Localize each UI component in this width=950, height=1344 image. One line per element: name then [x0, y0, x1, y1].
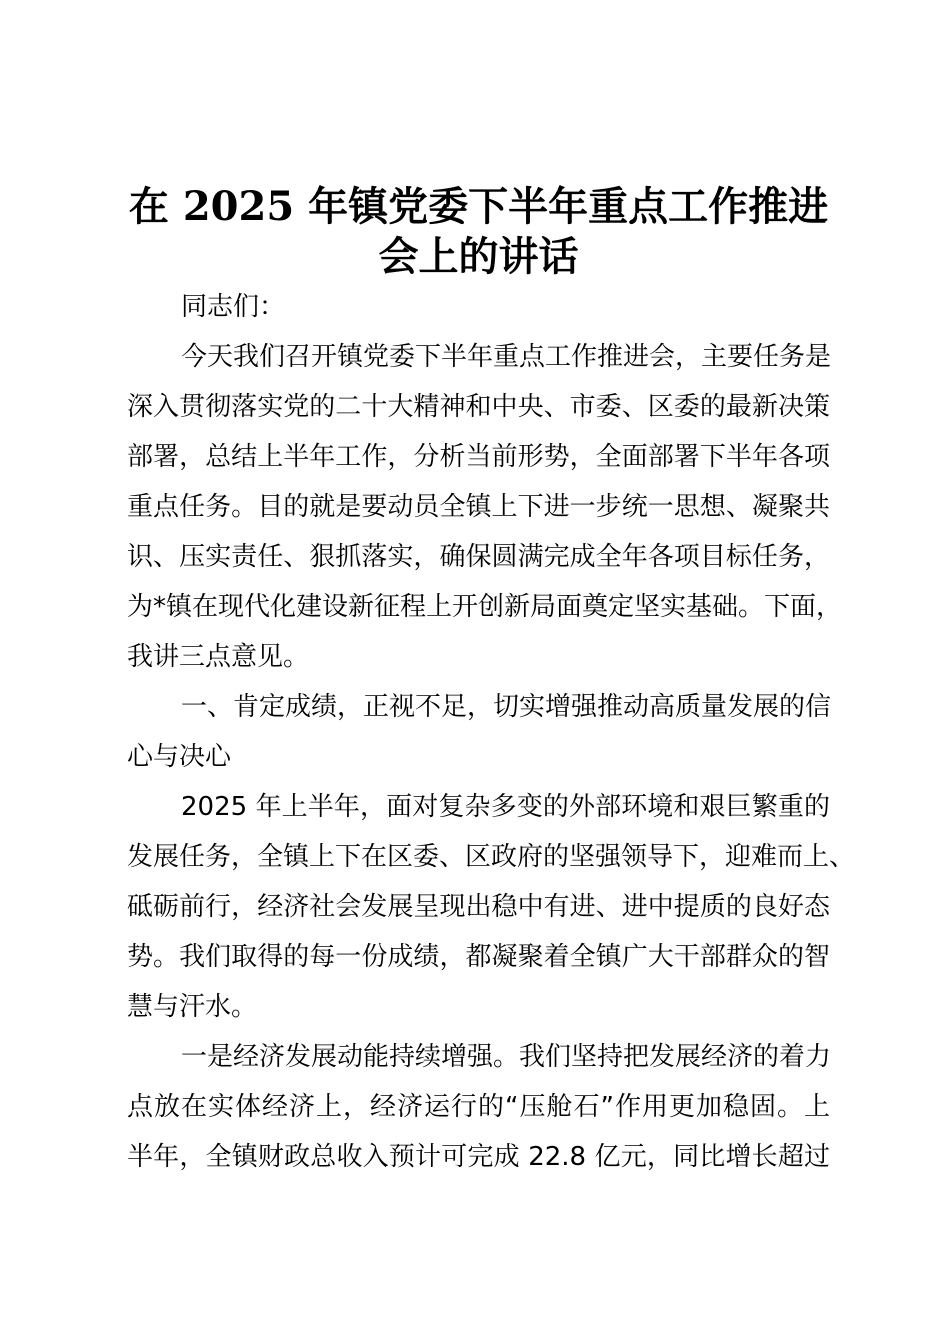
salutation: 同志们：	[181, 292, 286, 322]
text-line: 一、肯定成绩，正视不足，切实增强推动高质量发展的信	[181, 692, 832, 722]
text-line: 部署，总结上半年工作，分析当前形势，全面部署下半年各项	[127, 442, 830, 472]
text-line: 2025 年上半年，面对复杂多变的外部环境和艰巨繁重的	[181, 792, 830, 822]
document-title	[117, 182, 840, 282]
document-page	[127, 182, 856, 1182]
text-line: 慧与汗水。	[127, 992, 258, 1022]
text-line: 势。我们取得的每一份成绩，都凝聚着全镇广大干部群众的智	[127, 942, 830, 972]
text-line: 一是经济发展动能持续增强。我们坚持把发展经济的着力	[181, 1042, 832, 1072]
text-line: 识、压实责任、狠抓落实，确保圆满完成全年各项目标任务，	[127, 542, 830, 572]
paragraph-intro	[127, 332, 843, 682]
title-line: 在 2025 年镇党委下半年重点工作推进	[128, 183, 829, 230]
document-body	[127, 282, 856, 1182]
text-line: 心与决心	[127, 742, 232, 772]
text-line: 深入贯彻落实党的二十大精神和中央、市委、区委的最新决策	[127, 392, 830, 422]
title-line: 会上的讲话	[378, 233, 579, 280]
paragraph-achievements	[127, 782, 856, 1032]
section-heading-1	[127, 682, 830, 782]
text-line: 半年，全镇财政总收入预计可完成 22.8 亿元，同比增长超过	[127, 1142, 830, 1172]
text-line: 重点任务。目的就是要动员全镇上下进一步统一思想、凝聚共	[127, 492, 830, 522]
text-line: 为*镇在现代化建设新征程上开创新局面奠定坚实基础。下面，	[127, 592, 843, 622]
text-line: 我讲三点意见。	[127, 642, 310, 672]
text-line: 发展任务，全镇上下在区委、区政府的坚强领导下，迎难而上、	[127, 842, 856, 872]
paragraph-economy	[127, 1032, 830, 1182]
text-line: 今天我们召开镇党委下半年重点工作推进会，主要任务是	[181, 342, 832, 372]
text-line: 砥砺前行，经济社会发展呈现出稳中有进、进中提质的良好态	[127, 892, 830, 922]
text-line: 点放在实体经济上，经济运行的“压舱石”作用更加稳固。上	[127, 1092, 830, 1122]
